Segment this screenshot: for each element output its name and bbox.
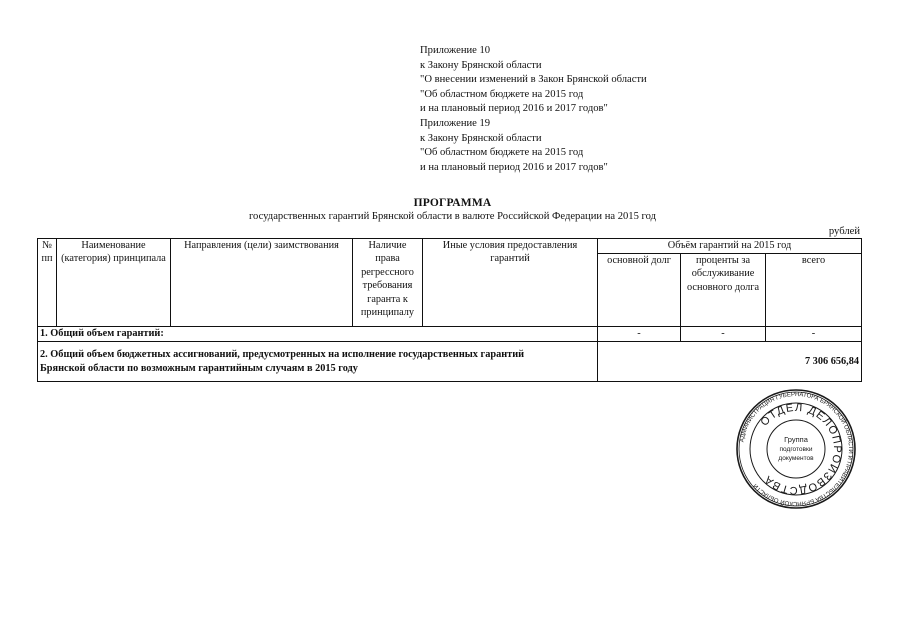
header-other-conditions: Иные условия предоставления гарантий <box>423 239 598 327</box>
header-interest: проценты за обслуживание основного долга <box>681 254 766 327</box>
header-total: всего <box>766 254 862 327</box>
appendix-line: Приложение 19 <box>420 117 491 129</box>
stamp-center-line: Группа <box>784 435 808 444</box>
row1-label: 1. Общий объем гарантий: <box>38 327 598 342</box>
document-subtitle: государственных гарантий Брянской области в валюте Российской Федерации на 2015 год <box>248 211 657 222</box>
header-purpose: Направления (цели) заимствования <box>171 239 353 327</box>
document-title: ПРОГРАММА <box>413 197 492 209</box>
currency-unit: рублей <box>828 226 860 237</box>
row1-main-debt: - <box>598 327 681 342</box>
appendix-line: "Об областном бюджете на 2015 год <box>420 147 584 159</box>
stamp-center-line: подготовки <box>779 446 813 453</box>
appendix-line: к Закону Брянской области <box>420 132 542 144</box>
appendix-line: и на плановый период 2016 и 2017 годов" <box>420 103 608 115</box>
stamp-outer-text: АДМИНИСТРАЦИЯ ГУБЕРНАТОРА БРЯНСКОЙ ОБЛАСТИ И ПРАВИТЕЛЬСТВА БРЯНСКОЙ ОБЛАСТИ <box>739 391 854 507</box>
header-num: № пп <box>38 239 57 327</box>
appendix-line: "Об областном бюджете на 2015 год <box>420 88 584 100</box>
header-regress: Наличие права регрессного требования гаранта к принципалу <box>353 239 423 327</box>
row2-label: 2. Общий объем бюджетных ассигнований, предусмотренных на исполнение государственных гарантий Брянской области по возможным гарантийным случаям в 2015 году <box>38 342 598 382</box>
row1-total: - <box>766 327 862 342</box>
row2-value: 7 306 656,84 <box>598 342 862 382</box>
row1-interest: - <box>681 327 766 342</box>
office-stamp <box>735 388 857 510</box>
header-volume: Объём гарантий на 2015 год <box>598 239 862 254</box>
header-main-debt: основной долг <box>598 254 681 327</box>
appendix-line: и на плановый период 2016 и 2017 годов" <box>420 161 608 173</box>
appendix-line: "О внесении изменений в Закон Брянской области <box>420 74 647 86</box>
header-principal: Наименование (категория) принципала <box>57 239 171 327</box>
appendix-block <box>420 44 647 175</box>
appendix-line: к Закону Брянской области <box>420 59 542 71</box>
guarantee-program-table <box>37 238 862 382</box>
appendix-line: Приложение 10 <box>420 45 491 56</box>
stamp-center-line: документов <box>778 455 814 462</box>
stamp-inner-text: ОТДЕЛ ДЕЛОПРОИЗВОДСТВА <box>758 401 844 497</box>
